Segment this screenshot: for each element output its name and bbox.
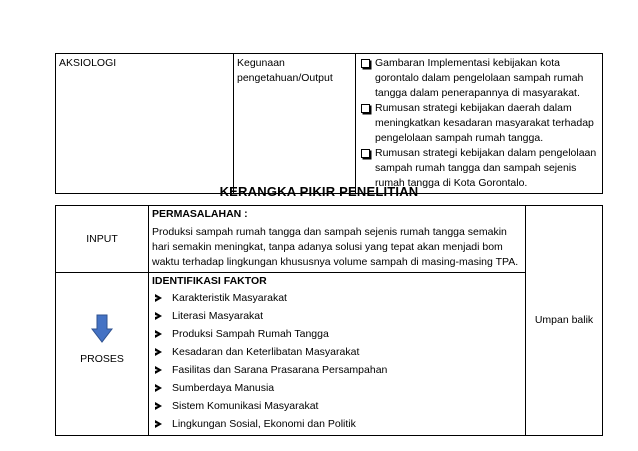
arrow-bullet-icon — [155, 294, 162, 302]
factor-item: Sumberdaya Manusia — [152, 379, 521, 397]
input-row — [56, 206, 603, 273]
arrow-bullet-icon — [155, 312, 162, 320]
factors-heading: IDENTIFIKASI FAKTOR — [152, 275, 267, 287]
process-label: PROSES — [80, 352, 124, 365]
problem-cell — [149, 206, 526, 273]
axiology-table — [55, 53, 603, 194]
factor-item: Lingkungan Sosial, Ekonomi dan Politik — [152, 415, 521, 433]
input-label: INPUT — [56, 206, 149, 273]
arrow-bullet-icon — [155, 330, 162, 338]
output-label: Kegunaan pengetahuan/Output — [234, 54, 356, 194]
checkbox-bullet-icon — [361, 59, 370, 68]
process-label-cell — [56, 273, 149, 436]
output-list — [359, 56, 599, 191]
problem-heading: PERMASALAHAN : — [152, 208, 248, 220]
factor-item: Karakteristik Masyarakat — [152, 289, 521, 307]
feedback-label: Umpan balik — [526, 206, 603, 436]
checkbox-bullet-icon — [361, 149, 370, 158]
arrow-bullet-icon — [155, 348, 162, 356]
process-row — [56, 273, 603, 436]
factor-item: Sistem Komunikasi Masyarakat — [152, 397, 521, 415]
arrow-bullet-icon — [155, 402, 162, 410]
factor-item: Produksi Sampah Rumah Tangga — [152, 325, 521, 343]
arrow-bullet-icon — [155, 420, 162, 428]
page-title: KERANGKA PIKIR PENELITIAN — [219, 184, 419, 199]
factor-item: Kesadaran dan Keterlibatan Masyarakat — [152, 343, 521, 361]
factors-list — [152, 289, 521, 433]
factors-cell — [149, 273, 526, 436]
axiology-label: AKSIOLOGI — [56, 54, 234, 194]
down-arrow-icon — [91, 314, 113, 344]
factor-item: Literasi Masyarakat — [152, 307, 521, 325]
output-item: Rumusan strategi kebijakan dalam pengelolaan sampah rumah tangga dan sampah sejenis rumah tangga di Kota Gorontalo. — [359, 146, 599, 191]
axiology-row — [56, 54, 603, 194]
factor-item: Fasilitas dan Sarana Prasarana Persampahan — [152, 361, 521, 379]
output-list-cell — [356, 54, 603, 194]
output-item: Rumusan strategi kebijakan daerah dalam meningkatkan kesadaran masyarakat terhadap pengelolaan sampah rumah tangga. — [359, 101, 599, 146]
checkbox-bullet-icon — [361, 104, 370, 113]
problem-text: Produksi sampah rumah tangga dan sampah sejenis rumah tangga semakin hari semakin meningkat, tanpa adanya solusi yang tepat akan menjadi bom waktu terhadap lingkungan khususnya volume sampah di masing-masing TPA. — [152, 226, 519, 268]
framework-table — [55, 205, 603, 436]
arrow-bullet-icon — [155, 366, 162, 374]
arrow-bullet-icon — [155, 384, 162, 392]
output-item: Gambaran Implementasi kebijakan kota gorontalo dalam pengelolaan sampah rumah tangga dalam penerapannya di masyarakat. — [359, 56, 599, 101]
